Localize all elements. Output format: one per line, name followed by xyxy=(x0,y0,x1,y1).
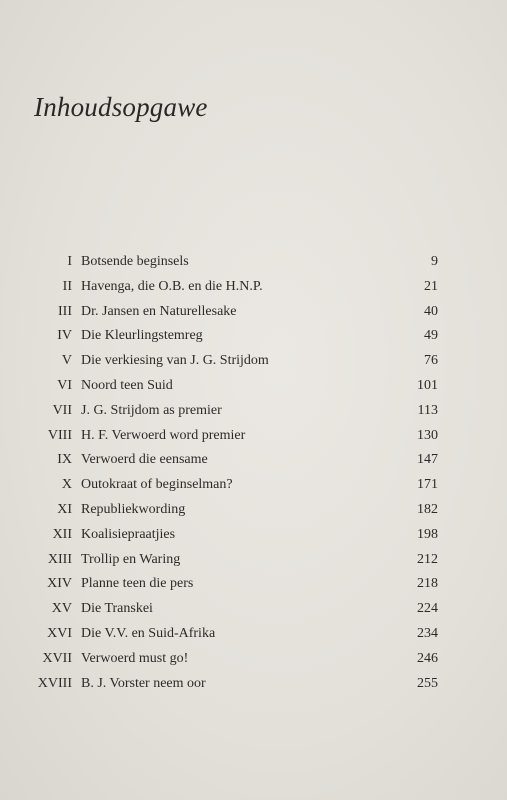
chapter-numeral: XI xyxy=(57,501,72,517)
chapter-title: Planne teen die pers xyxy=(81,576,194,592)
page-number: 76 xyxy=(424,353,438,369)
chapter-title: Outokraat of beginselman? xyxy=(81,477,233,493)
chapter-numeral: XVI xyxy=(47,625,72,641)
page-number: 49 xyxy=(424,328,438,344)
chapter-title: B. J. Vorster neem oor xyxy=(81,675,206,691)
page-number: 147 xyxy=(417,452,438,468)
toc-entry xyxy=(28,572,438,597)
page-number: 9 xyxy=(431,254,438,269)
chapter-numeral: VIII xyxy=(47,427,72,443)
toc-entry xyxy=(28,424,438,449)
toc-entry xyxy=(28,275,438,300)
chapter-numeral: VII xyxy=(52,402,72,418)
toc-entry xyxy=(28,498,438,523)
chapter-numeral: VI xyxy=(57,377,72,393)
chapter-title: Die V.V. en Suid-Afrika xyxy=(81,625,216,641)
page-title: Inhoudsopgawe xyxy=(34,92,208,122)
chapter-title: Verwoerd die eensame xyxy=(81,452,208,468)
page-number: 182 xyxy=(417,501,438,517)
page-number: 21 xyxy=(424,278,438,294)
toc-entry xyxy=(28,523,438,548)
page-number: 198 xyxy=(417,526,438,542)
toc-entry xyxy=(28,374,438,399)
chapter-numeral: II xyxy=(62,278,72,294)
page-number: 40 xyxy=(424,303,438,319)
chapter-numeral: V xyxy=(61,353,72,369)
chapter-title: Republiekwording xyxy=(81,501,186,517)
chapter-title: Dr. Jansen en Naturellesake xyxy=(81,303,237,319)
chapter-title: H. F. Verwoerd word premier xyxy=(81,427,246,443)
chapter-title: Botsende beginsels xyxy=(81,254,189,269)
page-number: 101 xyxy=(417,377,438,393)
table-of-contents xyxy=(28,250,438,696)
page-number: 171 xyxy=(417,477,438,493)
chapter-title: Koalisiepraatjies xyxy=(81,526,176,542)
chapter-numeral: XIII xyxy=(47,551,72,567)
chapter-numeral: IX xyxy=(57,452,72,468)
page-number: 234 xyxy=(417,625,438,641)
toc-entry xyxy=(28,597,438,622)
toc-entry xyxy=(28,399,438,424)
toc-entry xyxy=(28,622,438,647)
chapter-numeral: XII xyxy=(52,526,72,542)
chapter-title: J. G. Strijdom as premier xyxy=(81,402,222,418)
chapter-numeral: I xyxy=(67,254,72,269)
chapter-title: Havenga, die O.B. en die H.N.P. xyxy=(81,278,263,294)
chapter-numeral: XIV xyxy=(47,576,72,592)
toc-entry xyxy=(28,349,438,374)
chapter-title: Noord teen Suid xyxy=(81,377,173,393)
toc-entry xyxy=(28,473,438,498)
toc-entry xyxy=(28,250,438,275)
page-number: 130 xyxy=(417,427,438,443)
toc-entry xyxy=(28,300,438,325)
toc-entry xyxy=(28,324,438,349)
page-number: 255 xyxy=(417,675,438,691)
toc-entry xyxy=(28,672,438,697)
page-number: 113 xyxy=(417,402,438,418)
chapter-title: Die Kleurlingstemreg xyxy=(81,328,203,344)
chapter-numeral: III xyxy=(58,303,72,319)
chapter-numeral: XVII xyxy=(42,650,72,666)
toc-entry xyxy=(28,647,438,672)
chapter-title: Verwoerd must go! xyxy=(81,650,189,666)
chapter-numeral: XVIII xyxy=(37,675,72,691)
chapter-numeral: X xyxy=(61,477,72,493)
chapter-numeral: XV xyxy=(51,601,72,617)
chapter-title: Trollip en Waring xyxy=(81,551,181,567)
chapter-numeral: IV xyxy=(57,328,72,344)
chapter-title: Die verkiesing van J. G. Strijdom xyxy=(81,353,269,369)
page-number: 212 xyxy=(417,551,438,567)
toc-entry xyxy=(28,448,438,473)
page-number: 224 xyxy=(417,601,438,617)
toc-entry xyxy=(28,548,438,573)
chapter-title: Die Transkei xyxy=(81,601,153,617)
page-number: 246 xyxy=(417,650,438,666)
page-number: 218 xyxy=(417,576,438,592)
